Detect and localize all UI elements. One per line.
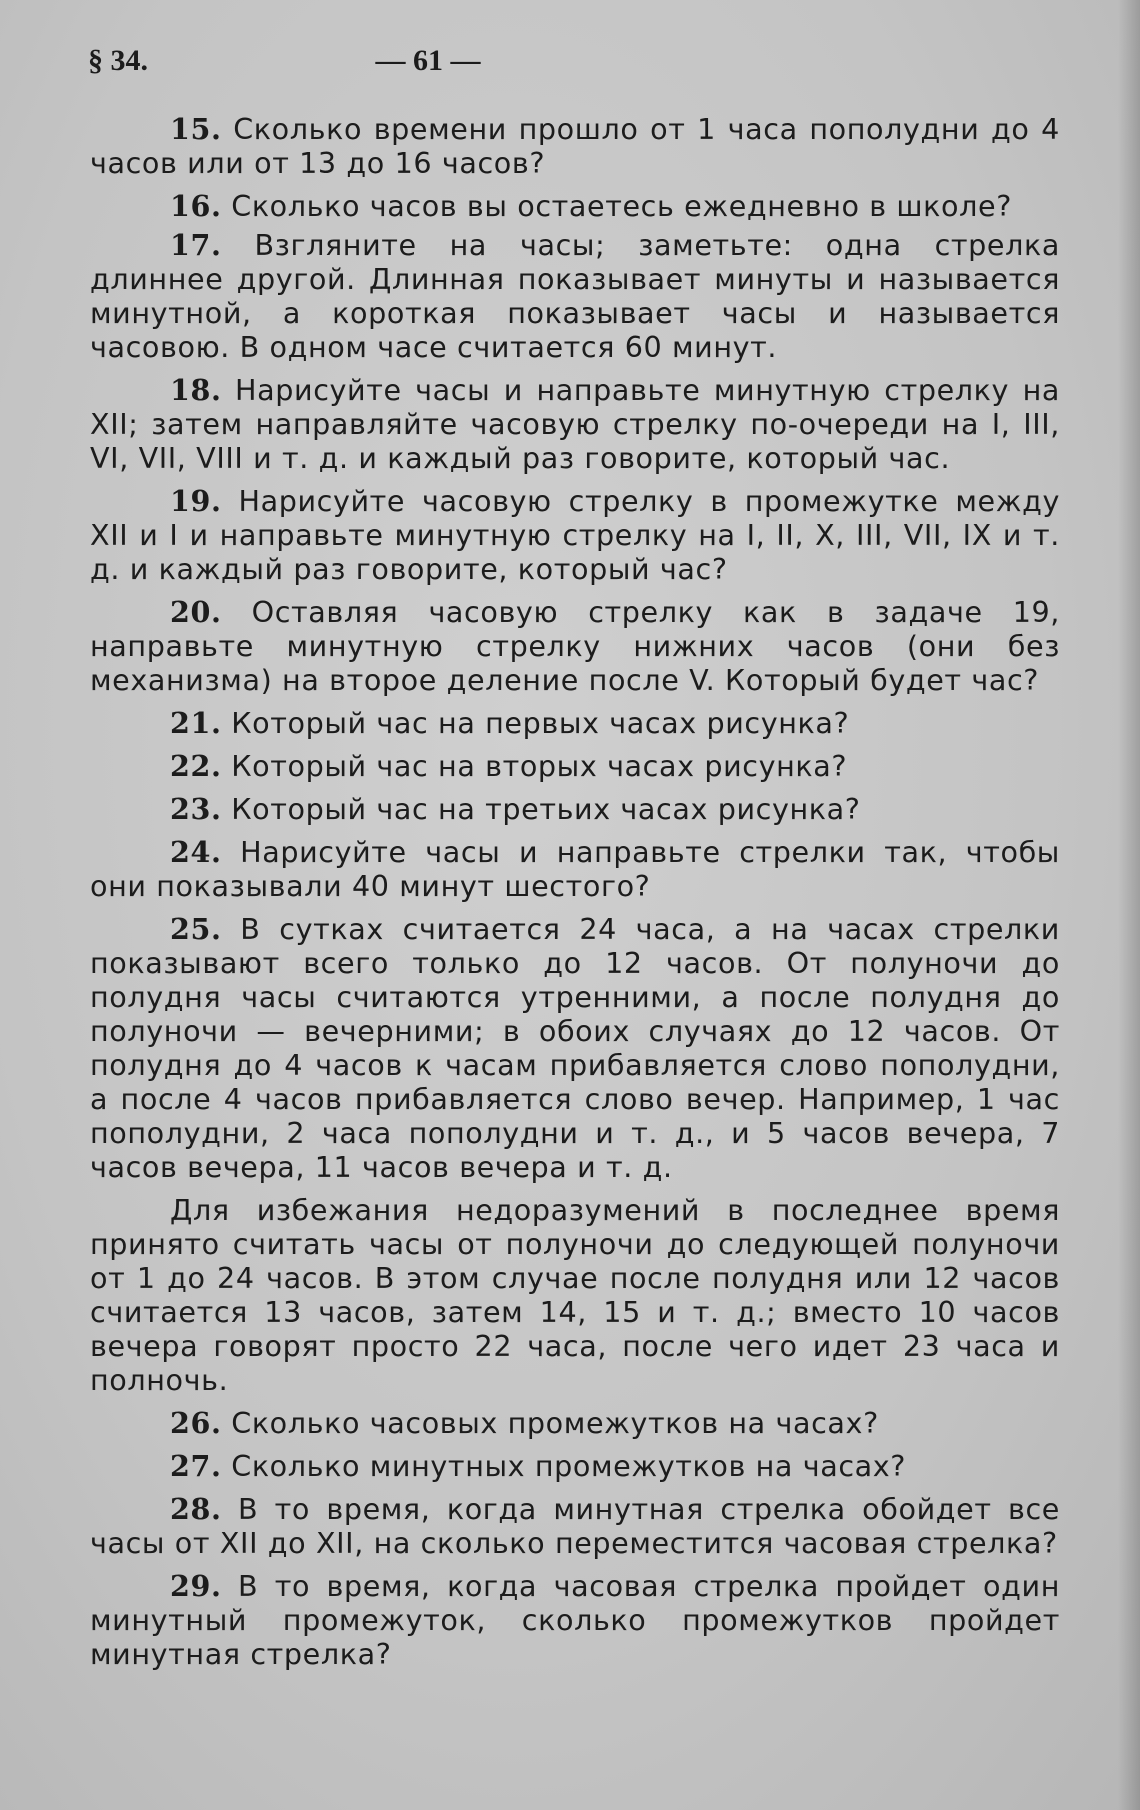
exercise-16	[90, 189, 1060, 223]
exercise-25	[90, 912, 1060, 1184]
exercise-26	[90, 1406, 1060, 1440]
exercise-number: 19.	[170, 484, 222, 518]
exercise-number: 18.	[170, 373, 222, 407]
exercise-text: Сколько времени прошло от 1 часа пополудни до 4 часов или от 13 до 16 часов?	[90, 112, 1060, 180]
exercise-text: Нарисуйте часы и направьте стрелки так, чтобы они показывали 40 минут шестого?	[90, 835, 1060, 903]
exercise-number: 26.	[170, 1406, 222, 1440]
exercise-text: Который час на вторых часах рисунка?	[231, 749, 848, 783]
page-edge-shadow	[1118, 0, 1140, 1810]
exercise-text: Который час на третьих часах рисунка?	[231, 792, 861, 826]
exercise-text: Для избежания недоразумений в последнее время принято считать часы от полуночи до следующей полуночи от 1 до 24 часов. В этом случае после полудня или 12 часов считается 13 часов, затем 14, 15 и т. д.; вместо 10 часов вечера говорят просто 22 часа, после чего идет 23 часа и полночь.	[90, 1193, 1060, 1397]
exercise-text: Сколько часов вы остаетесь ежедневно в школе?	[231, 189, 1012, 223]
section-number: § 34.	[88, 44, 148, 77]
exercise-27	[90, 1449, 1060, 1483]
exercise-23	[90, 792, 1060, 826]
exercise-number: 24.	[170, 835, 222, 869]
exercise-number: 15.	[170, 112, 222, 146]
exercise-number: 20.	[170, 595, 222, 629]
exercise-19	[90, 484, 1060, 586]
exercise-text: Нарисуйте часовую стрелку в промежутке между XII и I и направьте минутную стрелку на I, II, X, III, VII, IX и т. д. и каждый раз говорите, который час?	[90, 484, 1060, 586]
exercise-28	[90, 1492, 1060, 1560]
exercise-25-continued	[90, 1193, 1060, 1397]
page-number: — 61 —	[375, 44, 481, 77]
exercise-number: 16.	[170, 189, 222, 223]
exercise-21	[90, 706, 1060, 740]
exercise-15	[90, 112, 1060, 180]
exercise-number: 21.	[170, 706, 222, 740]
exercise-20	[90, 595, 1060, 697]
exercise-number: 27.	[170, 1449, 222, 1483]
exercise-number: 28.	[170, 1492, 222, 1526]
exercise-number: 17.	[170, 228, 222, 262]
exercise-number: 25.	[170, 912, 222, 946]
exercise-number: 22.	[170, 749, 222, 783]
exercise-text: Оставляя часовую стрелку как в задаче 19, направьте минутную стрелку нижних часов (они без механизма) на второе деление после V. Который будет час?	[90, 595, 1060, 697]
exercise-24	[90, 835, 1060, 903]
exercise-text: В сутках считается 24 часа, а на часах стрелки показывают всего только до 12 часов. От полуночи до полудня часы считаются утренними, а после полудня до полуночи — вечерними; в обоих случаях до 12 часов. От полудня до 4 часов к часам прибавляется слово пополудни, а после 4 часов прибавляется слово вечер. Например, 1 час пополудни, 2 часа пополудни и т. д., и 5 часов вечера, 7 часов вечера, 11 часов вечера и т. д.	[90, 912, 1060, 1184]
exercise-22	[90, 749, 1060, 783]
exercise-text: Который час на первых часах рисунка?	[231, 706, 850, 740]
exercise-18	[90, 373, 1060, 475]
exercise-number: 29.	[170, 1569, 222, 1603]
exercise-text: В то время, когда часовая стрелка пройдет один минутный промежуток, сколько промежутков пройдет минутная стрелка?	[90, 1569, 1060, 1671]
exercise-29	[90, 1569, 1060, 1671]
exercise-text: Сколько минутных промежутков на часах?	[231, 1449, 907, 1483]
exercise-text: Нарисуйте часы и направьте минутную стрелку на XII; затем направляйте часовую стрелку по-очереди на I, III, VI, VII, VIII и т. д. и каждый раз говорите, который час.	[90, 373, 1060, 475]
exercise-text: Взгляните на часы; заметьте: одна стрелка длиннее другой. Длинная показывает минуты и называется минутной, а короткая показывает часы и называется часовою. В одном часе считается 60 минут.	[90, 228, 1060, 364]
exercise-number: 23.	[170, 792, 222, 826]
exercise-text: Сколько часовых промежутков на часах?	[231, 1406, 879, 1440]
exercise-text: В то время, когда минутная стрелка обойдет все часы от XII до XII, на сколько переместится часовая стрелка?	[90, 1492, 1060, 1560]
exercise-17	[90, 228, 1060, 364]
page-body	[90, 112, 1060, 1680]
page-header	[88, 44, 1060, 88]
